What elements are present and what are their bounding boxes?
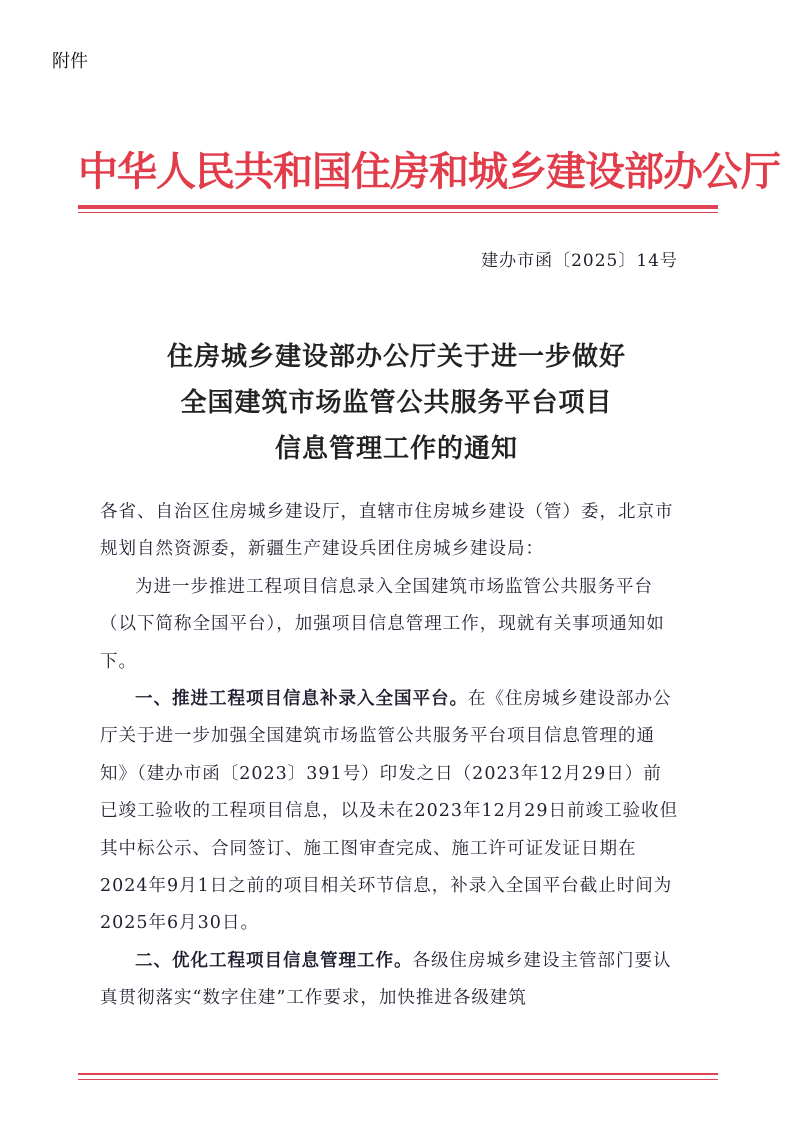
document-body [100, 494, 680, 1018]
title-line-2: 全国建筑市场监管公共服务平台项目 [180, 388, 613, 418]
footer-rule-thick [78, 1073, 718, 1075]
section-1-text: 在《住房城乡建设部办公厅关于进一步加强全国建筑市场监管公共服务平台项目信息管理的通知》（建办市函〔2023〕391号）印发之日（2023年12月29日）前已竣工验收的工程项目信息，以及未在2023年12月29日前竣工验收但其中标公示、合同签订、施工图审查完成、施工许可证发证日期在2024年9月1日之前的项目相关环节信息，补录入全国平台截止时间为2025年6月30日。 [100, 689, 679, 934]
document-number: 建办市函〔2025〕14号 [481, 251, 678, 271]
addressee-paragraph: 各省、自治区住房城乡建设厅，直辖市住房城乡建设（管）委，北京市规划自然资源委，新疆生产建设兵团住房城乡建设局： [100, 502, 674, 560]
issuing-organization-header: 中华人民共和国住房和城乡建设部办公厅 [78, 149, 780, 195]
section-2-text: 各级住房城乡建设主管部门要认真贯彻落实“数字住建”工作要求，加快推进各级建筑 [100, 950, 672, 1009]
attachment-label: 附件 [52, 51, 88, 72]
section-1-heading: 一、推进工程项目信息补录入全国平台。 [135, 689, 468, 710]
title-line-1: 住房城乡建设部办公厅关于进一步做好 [166, 342, 626, 372]
header-rule-thin [78, 212, 718, 213]
title-line-3: 信息管理工作的通知 [274, 434, 518, 464]
section-2-heading: 二、优化工程项目信息管理工作。 [135, 950, 413, 971]
footer-rule-thin [78, 1079, 718, 1080]
header-rule-thick [78, 205, 718, 209]
section-1-paragraph [100, 681, 680, 943]
section-2-paragraph [100, 943, 680, 1018]
intro-paragraph: 为进一步推进工程项目信息录入全国建筑市场监管公共服务平台（以下简称全国平台），加强项目信息管理工作，现就有关事项通知如下。 [100, 576, 665, 672]
